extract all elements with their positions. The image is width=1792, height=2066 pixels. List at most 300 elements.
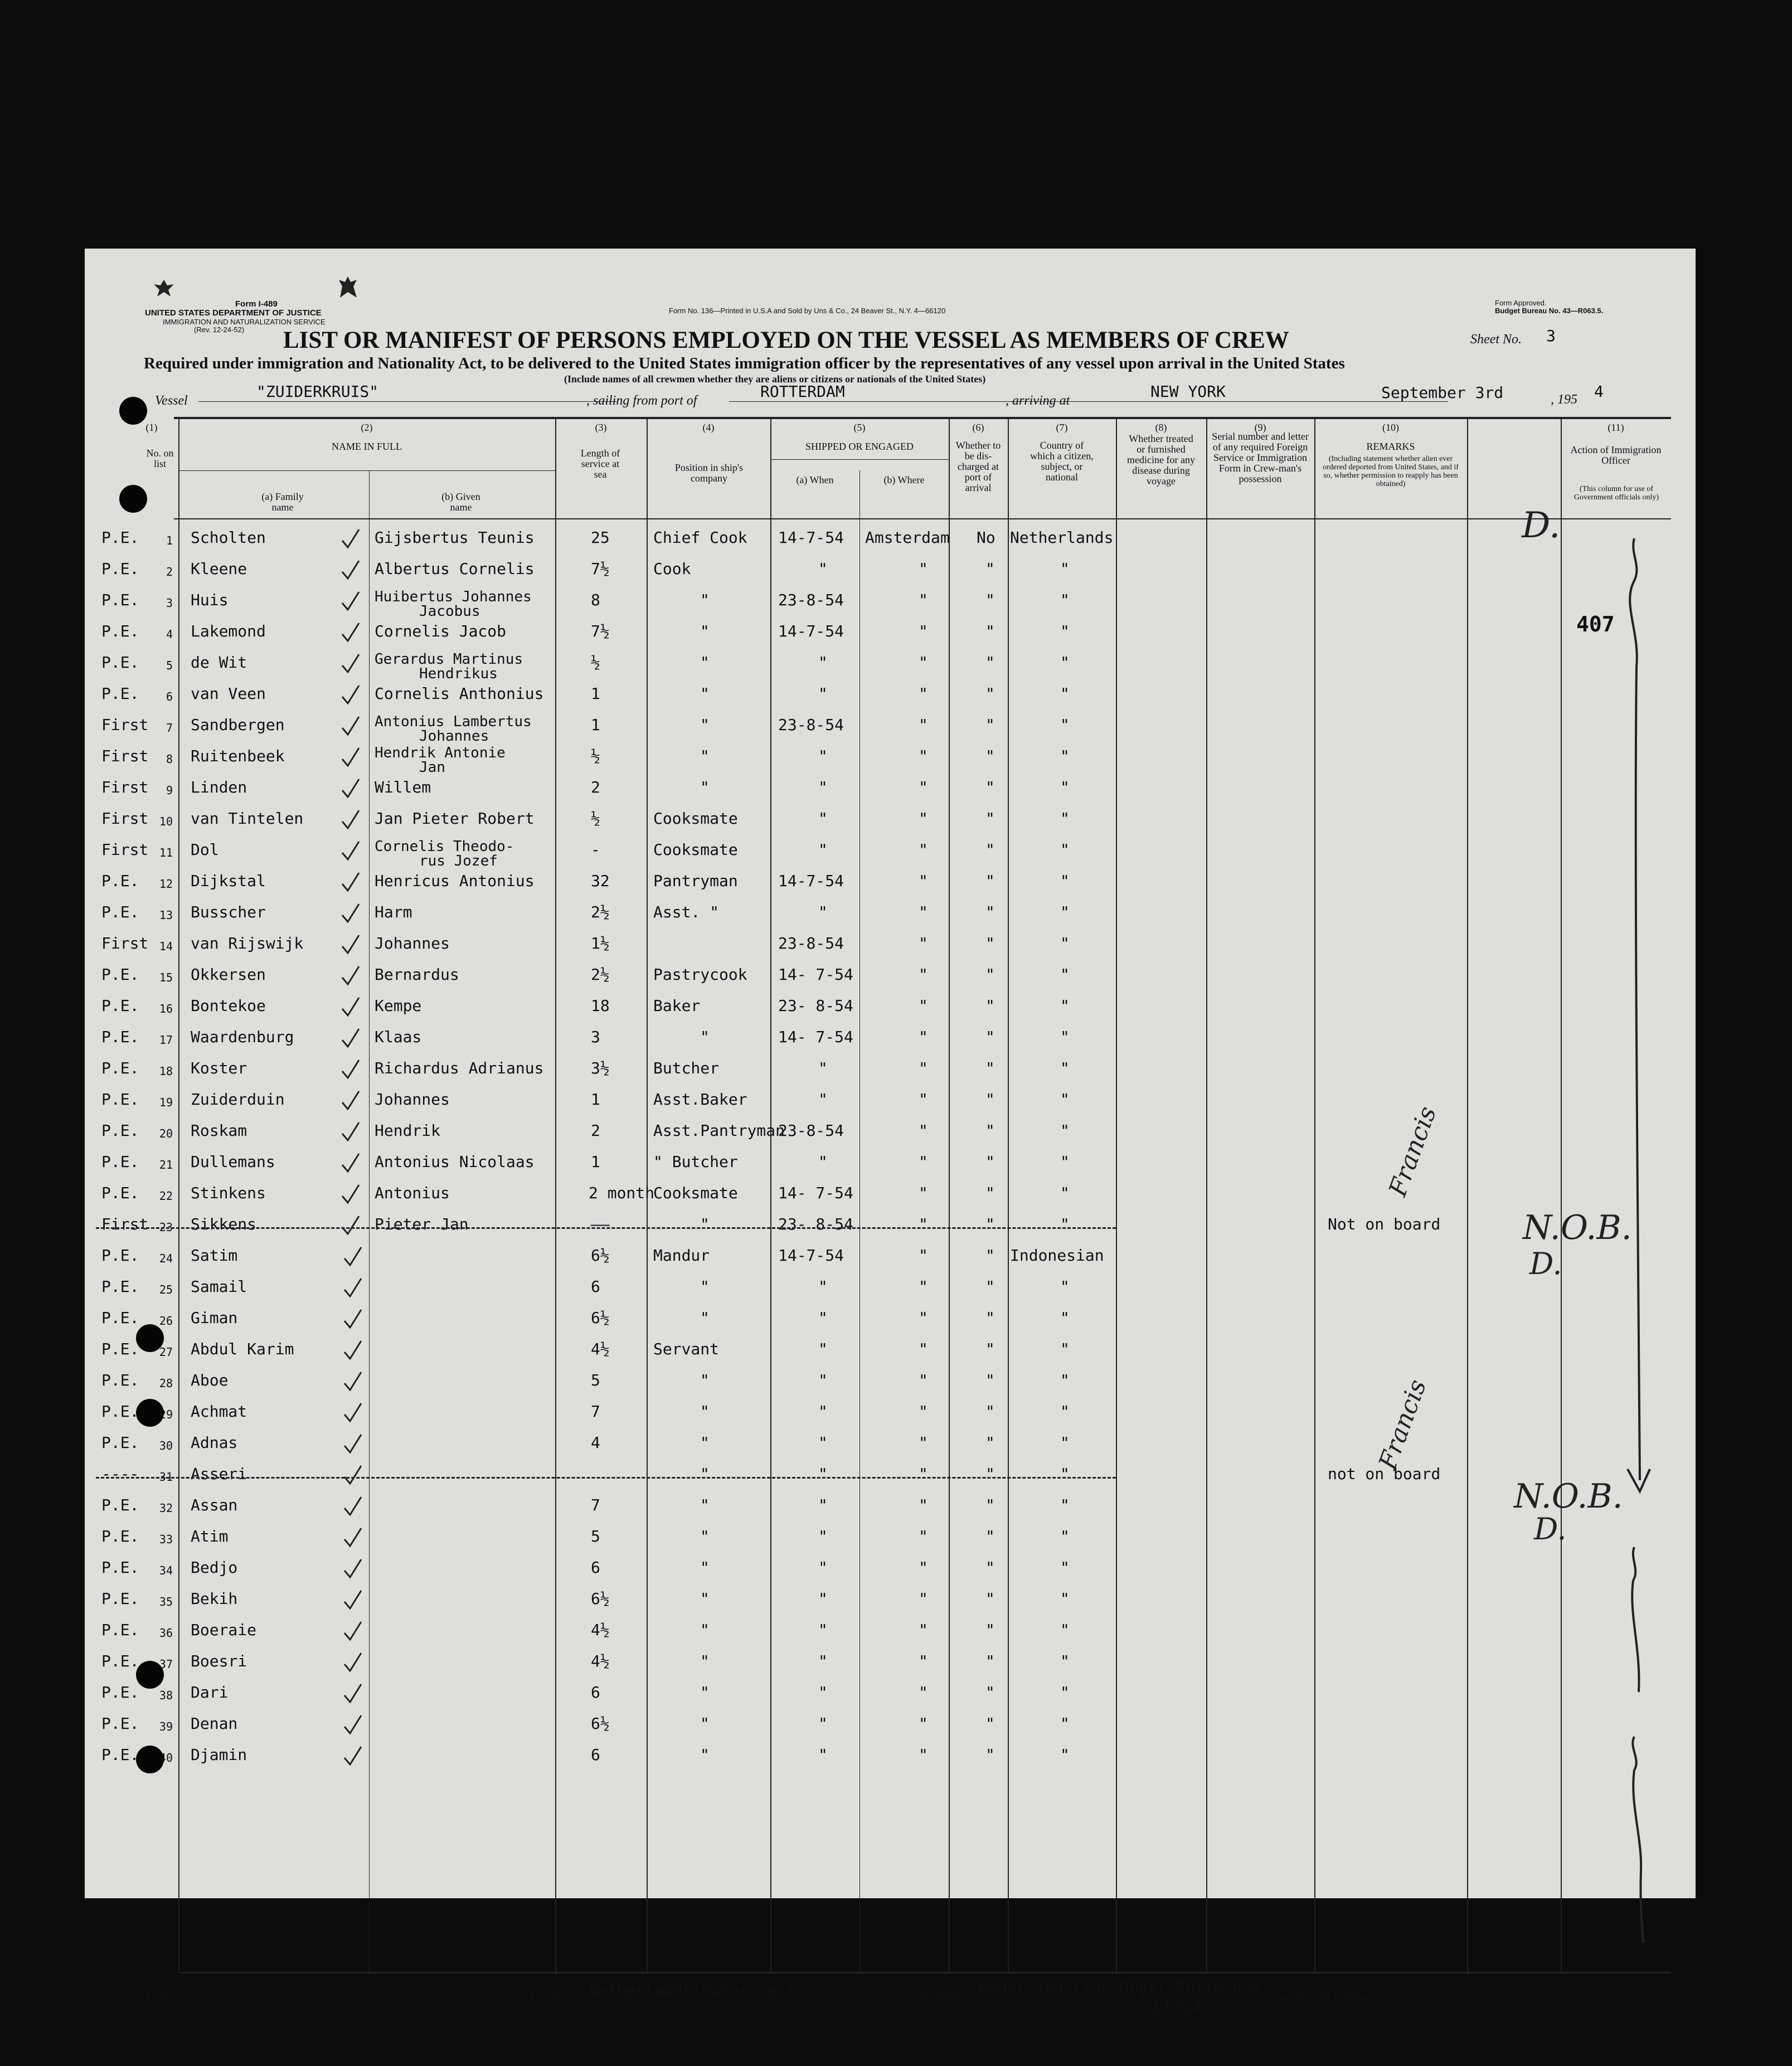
cell-given: Cornelis Jacob [375,622,507,640]
col-5b-header: (b) Where [883,474,925,485]
cell-given-continued: Jan [419,759,445,776]
table-row [85,1368,1696,1399]
cell-country: " [1060,1527,1070,1545]
checkmark-icon [340,528,362,551]
cell-where: " [919,716,928,734]
cell-when: " [818,1277,828,1296]
cell-position: " [700,778,710,796]
table-row [85,681,1696,712]
footer-owners-label: Owners [531,1990,569,2004]
cell-family: Roskam [191,1121,247,1140]
cell-cls: P.E. [101,1746,139,1764]
cell-given: Henricus Antonius [375,872,535,890]
cell-given: Cornelis Theodo- [375,838,514,855]
cell-when: " [818,1589,828,1608]
cell-when: " [818,1652,828,1670]
cell-where: " [919,1059,928,1077]
cell-where: " [919,1527,928,1545]
cell-when: " [818,1309,828,1327]
table-row [85,1680,1696,1711]
cell-family: Dol [191,840,219,859]
cell-no: 29 [159,1408,173,1421]
checkmark-icon [340,684,362,707]
cell-cls: P.E. [101,1433,139,1452]
cell-cls: P.E. [101,1028,139,1046]
cell-family: Linden [191,778,247,796]
form-number: Form I-489 [235,299,278,309]
cell-position: Pantryman [653,872,738,890]
cell-given: Hendrik [375,1121,441,1140]
checkmark-icon [340,1090,362,1112]
cell-disch: " [985,840,995,859]
cell-country: " [1060,1714,1070,1733]
cell-service: 7 [591,1496,600,1514]
cell-service: 5 [591,1527,600,1545]
cell-position: Mandur [653,1246,710,1265]
table-row [85,1180,1696,1212]
cell-country: " [1060,684,1070,703]
cell-where: " [919,1589,928,1608]
cell-cls: First [101,1215,149,1233]
punch-hole [119,397,147,425]
table-row [85,525,1696,556]
cell-given-continued: Jacobus [419,603,480,620]
cell-when: " [818,1340,828,1358]
cell-disch: " [985,809,995,828]
cell-country: " [1060,1059,1070,1077]
department-line: UNITED STATES DEPARTMENT OF JUSTICE [145,308,322,318]
col-10-header: REMARKS [1366,441,1415,452]
cell-cls: P.E. [101,1371,139,1389]
col-5-number: (5) [853,422,866,433]
cell-when: " [818,1714,828,1733]
cell-family: Stinkens [191,1184,266,1202]
col-10-note: (Including statement whether alien ever ordered deported from United States, and if so, whether permission to reapply has been obtained) [1323,455,1459,488]
cell-position: Chief Cook [653,528,747,547]
cell-country: " [1060,1746,1070,1764]
cell-given: Jan Pieter Robert [375,809,535,828]
cell-no: 36 [159,1626,173,1640]
cell-country: " [1060,1277,1070,1296]
cell-family: Samail [191,1277,247,1296]
vessel-name: "ZUIDERKRUIS" [256,382,379,401]
cell-cls: P.E. [101,560,139,578]
cell-disch: " [985,965,995,984]
action-mark: D. [1529,1246,1562,1281]
cell-family: Waardenburg [191,1028,294,1046]
cell-cls: P.E. [101,1059,139,1077]
checkmark-icon [342,1496,365,1518]
col-3-header: Length of service at sea [580,448,620,480]
department-line: IMMIGRATION AND NATURALIZATION SERVICE [163,318,326,326]
cell-cls: P.E. [101,903,139,921]
cell-service: 6 [591,1683,600,1702]
col-1-number: (1) [145,422,158,433]
punch-hole [119,485,147,513]
cell-disch: " [985,1714,995,1733]
cell-given: Bernardus [375,965,459,984]
cell-position: " [700,1371,710,1389]
cell-country: " [1060,1340,1070,1358]
cell-family: Busscher [191,903,266,921]
form-subnote: (Include names of all crewmen whether they are aliens or citizens or nationals of the United States) [564,373,986,385]
cell-given-continued: Hendrikus [419,665,498,682]
strike-line [96,1227,1116,1229]
cell-remark: Not on board [1328,1215,1441,1233]
cell-where: " [919,1371,928,1389]
table-row [85,619,1696,650]
cell-cls: P.E. [101,1496,139,1514]
table-row [85,1742,1696,1773]
cell-position: Servant [653,1340,720,1358]
checkmark-icon [342,1433,365,1456]
arrival-port: NEW YORK [1150,382,1226,401]
table-row [85,556,1696,587]
cell-country: " [1060,1589,1070,1608]
checkmark-icon [340,872,362,894]
cell-no: 9 [166,784,173,797]
cell-given: Antonius Nicolaas [375,1153,535,1171]
table-row [85,1243,1696,1274]
cell-no: 4 [166,628,173,641]
cell-disch: " [985,1246,995,1265]
col-3-number: (3) [595,422,607,433]
checkmark-icon [340,1059,362,1081]
cell-where: " [919,1028,928,1046]
table-row [85,1305,1696,1336]
table-row [85,868,1696,900]
cell-country: " [1060,1371,1070,1389]
table-row [85,962,1696,993]
cell-when: 14-7-54 [778,528,844,547]
cell-cls: P.E. [101,1090,139,1109]
cell-no: 28 [159,1377,173,1390]
cell-family: van Veen [191,684,266,703]
cell-cls: P.E. [101,1309,139,1327]
cell-country: " [1060,1683,1070,1702]
cell-position: " [700,716,710,734]
cell-disch: " [985,778,995,796]
cell-family: Scholten [191,528,266,547]
cell-where: " [919,1340,928,1358]
cell-service: 1 [591,716,600,734]
cell-no: 31 [159,1470,173,1484]
cell-position: " [700,591,710,609]
checkmark-icon [340,996,362,1019]
cell-disch: " [985,903,995,921]
cell-where: " [919,1153,928,1171]
cell-when: 14-7-54 [778,872,844,890]
cell-position: Butcher [653,1059,720,1077]
cell-country: " [1060,1090,1070,1109]
checkmark-icon [340,622,362,644]
cell-service: 3 [591,1028,600,1046]
cell-disch: " [985,934,995,952]
checkmark-icon [340,591,362,613]
checkmark-icon [340,1153,362,1175]
cell-where: " [919,591,928,609]
col-2-number: (2) [361,422,373,433]
cell-cls: First [101,747,149,765]
cell-cls: P.E. [101,1683,139,1702]
cell-where: " [919,809,928,828]
cell-country: " [1060,747,1070,765]
cell-given: Gijsbertus Teunis [375,528,535,547]
col-7-header: Country of which a citizen, subject, or national [1030,440,1094,483]
cell-position: Asst.Baker [653,1090,747,1109]
cell-service: 2 [591,778,600,796]
checkmark-icon [342,1714,365,1737]
cell-given: Gerardus Martinus [375,651,523,668]
form-subtitle: Required under immigration and Nationality Act, to be delivered to the United States immigration officer by the representatives of any vessel upon arrival in the United States [144,354,1345,372]
col-6-number: (6) [972,422,984,433]
action-mark: D. [1534,1511,1567,1547]
cell-no: 33 [159,1533,173,1546]
cell-no: 18 [159,1064,173,1078]
table-row [85,1493,1696,1524]
cell-family: Koster [191,1059,247,1077]
cell-no: 40 [159,1751,173,1764]
cell-given: Johannes [375,1090,450,1109]
cell-disch: " [985,1371,995,1389]
footer-line-label: Line [146,1990,168,2004]
cell-service: 2 [591,1121,600,1140]
col-2a-header: (a) Family name [261,491,304,513]
checkmark-icon [340,1121,362,1144]
cell-country: " [1060,1028,1070,1046]
cell-when: " [818,1059,828,1077]
cell-where: " [919,747,928,765]
cell-given: Cornelis Anthonius [375,684,544,703]
cell-where: " [919,1465,928,1483]
footer-line-value: ------ [305,1981,362,1999]
cell-country: " [1060,1121,1070,1140]
checkmark-icon [342,1746,365,1768]
cell-no: 1 [166,534,173,547]
cell-position: " [700,1621,710,1639]
table-row [85,1617,1696,1649]
checkmark-icon [340,778,362,800]
checkmark-icon [342,1309,365,1331]
cell-position: " [700,1746,710,1764]
cell-service: 1 [591,684,600,703]
cell-where: " [919,872,928,890]
cell-disch: " [985,1028,995,1046]
cell-family: Dari [191,1683,229,1702]
cell-family: van Tintelen [191,809,304,828]
cell-no: 22 [159,1189,173,1203]
cell-service: 7½ [591,622,610,640]
table-row [85,806,1696,837]
cell-given: Pieter Jan [375,1215,469,1233]
cell-disch: " [985,1402,995,1421]
cell-where: " [919,1621,928,1639]
cell-position: " [700,1589,710,1608]
cell-disch: " [985,1277,995,1296]
cell-where: " [919,996,928,1015]
cell-country: " [1060,778,1070,796]
cell-family: Bekih [191,1589,238,1608]
action-mark: D. [1522,505,1561,546]
cell-given: Johannes [375,934,450,952]
cell-position: " [700,1028,710,1046]
checkmark-icon [342,1527,365,1549]
cell-disch: " [985,872,995,890]
checkmark-icon [340,653,362,675]
eagle-seal-icon [337,275,359,302]
cell-family: Adnas [191,1433,238,1452]
stamp-number: 407 [1576,612,1615,636]
cell-service: 6 [591,1746,600,1764]
table-row [85,743,1696,775]
table-row [85,1399,1696,1430]
cell-family: Boeraie [191,1621,257,1639]
cell-family: Asseri [191,1465,247,1483]
cell-when: 23-8-54 [778,934,844,952]
cell-no: 14 [159,940,173,953]
table-row [85,1149,1696,1180]
cell-service: 1 [591,1090,600,1109]
table-row [85,1336,1696,1368]
cell-where: " [919,934,928,952]
cell-cls: P.E. [101,1121,139,1140]
footer-agents-label: Local Agents [901,1990,965,2004]
cell-position: " [700,1652,710,1670]
cell-country: " [1060,653,1070,672]
cell-when: " [818,1558,828,1577]
cell-disch: " [985,560,995,578]
cell-disch: " [985,1433,995,1452]
cell-when: " [818,1527,828,1545]
cell-service: 6½ [591,1309,610,1327]
handwritten-initials: Francis [1383,1102,1443,1200]
cell-cls: P.E. [101,684,139,703]
cell-where: " [919,903,928,921]
cell-cls: First [101,809,149,828]
cell-given-continued: rus Jozef [419,853,498,869]
approval-line: Form Approved. [1495,299,1547,307]
cell-cls: P.E. [101,1184,139,1202]
cell-family: van Rijswijk [191,934,304,952]
table-row [85,1649,1696,1680]
cell-no: 26 [159,1314,173,1328]
cell-family: Okkersen [191,965,266,984]
cell-position: Cooksmate [653,840,738,859]
cell-where: " [919,1184,928,1202]
cell-disch: " [985,1683,995,1702]
cell-when: " [818,809,828,828]
cell-position: " [700,1496,710,1514]
table-row [85,931,1696,962]
cell-family: Aboe [191,1371,229,1389]
cell-where: " [919,965,928,984]
cell-no: 24 [159,1252,173,1265]
cell-service: ½ [591,653,600,672]
cell-where: " [919,653,928,672]
arrival-date: September 3rd [1381,383,1504,402]
cell-where: " [919,778,928,796]
cell-disch: " [985,996,995,1015]
cell-given: Harm [375,903,412,921]
cell-where: " [919,1402,928,1421]
handwritten-initials: Francis [1373,1375,1432,1474]
cell-no: 38 [159,1689,173,1702]
cell-cls: P.E. [101,1402,139,1421]
cell-family: Zuiderduin [191,1090,285,1109]
cell-when: " [818,684,828,703]
cell-family: Assan [191,1496,238,1514]
cell-cls: First [101,778,149,796]
table-row [85,1430,1696,1461]
cell-disch: " [985,1746,995,1764]
cell-service: 32 [591,872,610,890]
cell-service: - [591,840,600,859]
footer-owners-value: Netherlands Government [589,1981,795,1999]
cell-disch: " [985,1059,995,1077]
cell-no: 5 [166,659,173,672]
cell-when: 23- 8-54 [778,996,853,1015]
cell-cls: P.E. [101,1277,139,1296]
table-row [85,1118,1696,1149]
cell-service: ½ [591,747,600,765]
cell-disch: " [985,1621,995,1639]
cell-country: " [1060,934,1070,952]
nob-mark: N.O.B. [1514,1477,1623,1516]
cell-position: " [700,1527,710,1545]
cell-disch: " [985,622,995,640]
cell-family: Bedjo [191,1558,238,1577]
col-11-number: (11) [1608,422,1624,433]
cell-service: ½ [591,809,600,828]
cell-given: Hendrik Antonie [375,745,506,761]
cell-remark: not on board [1328,1465,1441,1483]
cell-cls: P.E. [101,1589,139,1608]
checkmark-icon [342,1621,365,1643]
col-2-header: NAME IN FULL [332,441,402,452]
checkmark-icon [340,840,362,863]
cell-country: " [1060,840,1070,859]
cell-no: 37 [159,1657,173,1671]
col-6-header: Whether to be dis-charged at port of arrival [955,440,1001,493]
table-row [85,775,1696,806]
cell-no: 19 [159,1096,173,1109]
cell-where: " [919,840,928,859]
cell-position: " [700,1309,710,1327]
checkmark-icon [340,1215,362,1237]
cell-position: Cooksmate [653,809,738,828]
cell-where: " [919,1746,928,1764]
cell-when: " [818,1746,828,1764]
cell-cls: P.E. [101,622,139,640]
cell-position: Baker [653,996,701,1015]
cell-no: 34 [159,1564,173,1577]
cell-service: 4½ [591,1652,610,1670]
col-11-header: Action of Immigration Officer [1570,444,1662,466]
cell-when: " [818,778,828,796]
cell-where: " [919,1652,928,1670]
cell-disch: " [985,1090,995,1109]
cell-no: 39 [159,1720,173,1733]
cell-when: 14- 7-54 [778,1028,853,1046]
col-9-header: Serial number and letter of any required Foreign Service or Immigration Form in Crew-man's possession [1212,431,1309,484]
cell-where: " [919,684,928,703]
cell-given: Albertus Cornelis [375,560,535,578]
cell-cls: P.E. [101,1652,139,1670]
col-2b-header: (b) Given name [441,491,480,513]
cell-cls: P.E. [101,528,139,547]
cell-where: " [919,1683,928,1702]
cell-position: " [700,653,710,672]
